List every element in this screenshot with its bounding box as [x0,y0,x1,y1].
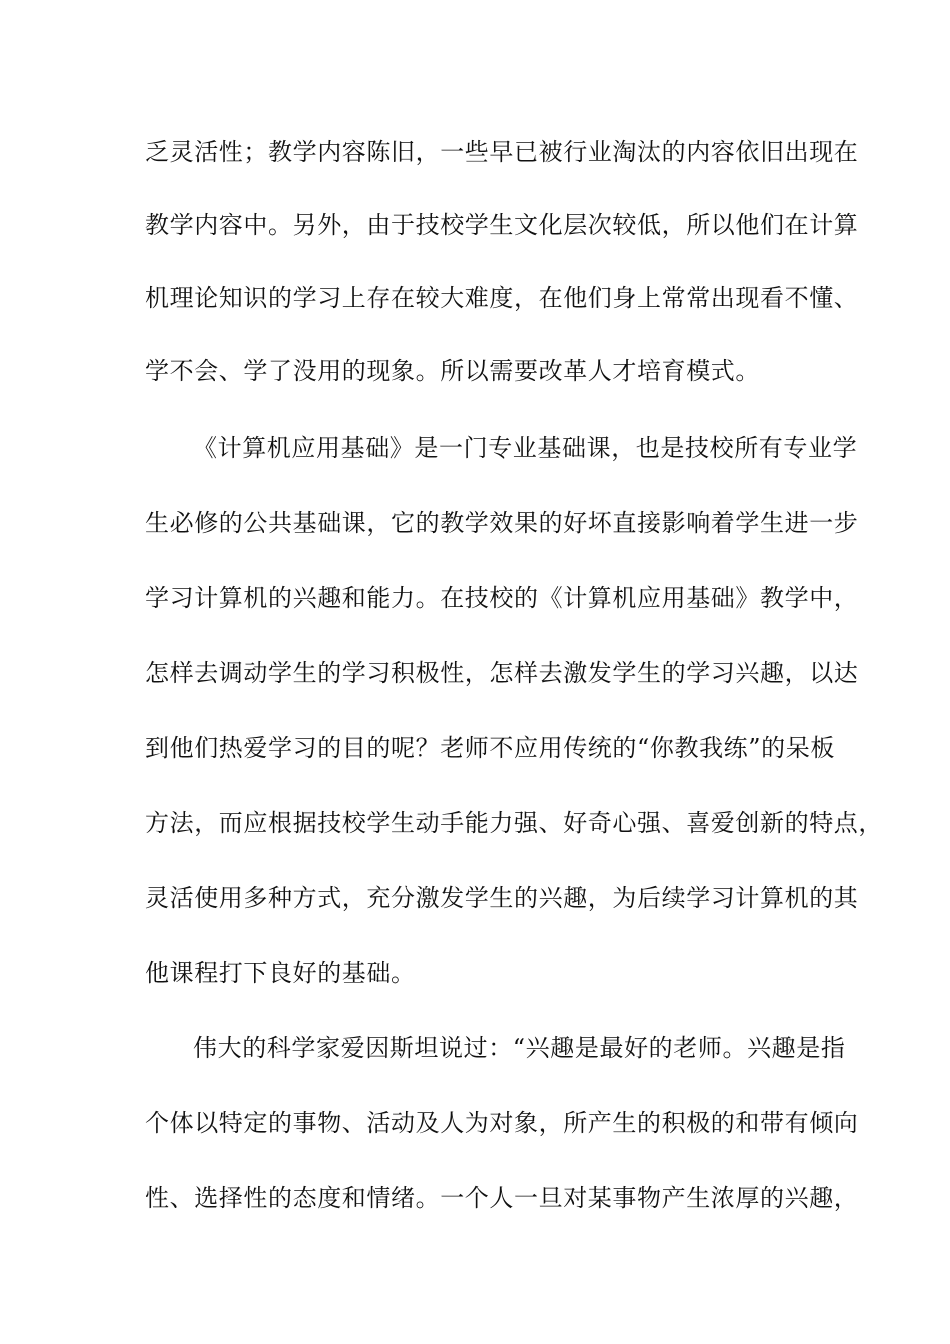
text-line: 性、选择性的态度和情绪。一个人一旦对某事物产生浓厚的兴趣， [145,1184,859,1212]
text-line: 学习计算机的兴趣和能力。在技校的《计算机应用基础》教学中， [145,584,859,612]
text-line: 方法，而应根据技校学生动手能力强、好奇心强、喜爱创新的特点， [145,809,883,837]
paragraph-first-line: 《计算机应用基础》是一门专业基础课，也是技校所有专业学 [193,434,858,462]
text-line: 灵活使用多种方式，充分激发学生的兴趣，为后续学习计算机的其 [145,884,859,912]
text-line: 怎样去调动学生的学习积极性，怎样去激发学生的学习兴趣，以达 [145,659,859,687]
text-line: 生必修的公共基础课，它的教学效果的好坏直接影响着学生进一步 [145,509,859,537]
text-line: 个体以特定的事物、活动及人为对象，所产生的积极的和带有倾向 [145,1109,859,1137]
text-line: 他课程打下良好的基础。 [145,959,416,987]
text-line: 机理论知识的学习上存在较大难度，在他们身上常常出现看不懂、 [145,284,859,312]
text-line: 到他们热爱学习的目的呢？老师不应用传统的“你教我练”的呆板 [145,734,835,762]
text-line: 学不会、学了没用的现象。所以需要改革人才培育模式。 [145,357,760,385]
text-line: 教学内容中。另外，由于技校学生文化层次较低，所以他们在计算 [145,211,859,239]
text-line: 乏灵活性；教学内容陈旧，一些早已被行业淘汰的内容依旧出现在 [145,138,859,166]
paragraph-first-line: 伟大的科学家爱因斯坦说过：“兴趣是最好的老师。兴趣是指 [193,1034,846,1062]
